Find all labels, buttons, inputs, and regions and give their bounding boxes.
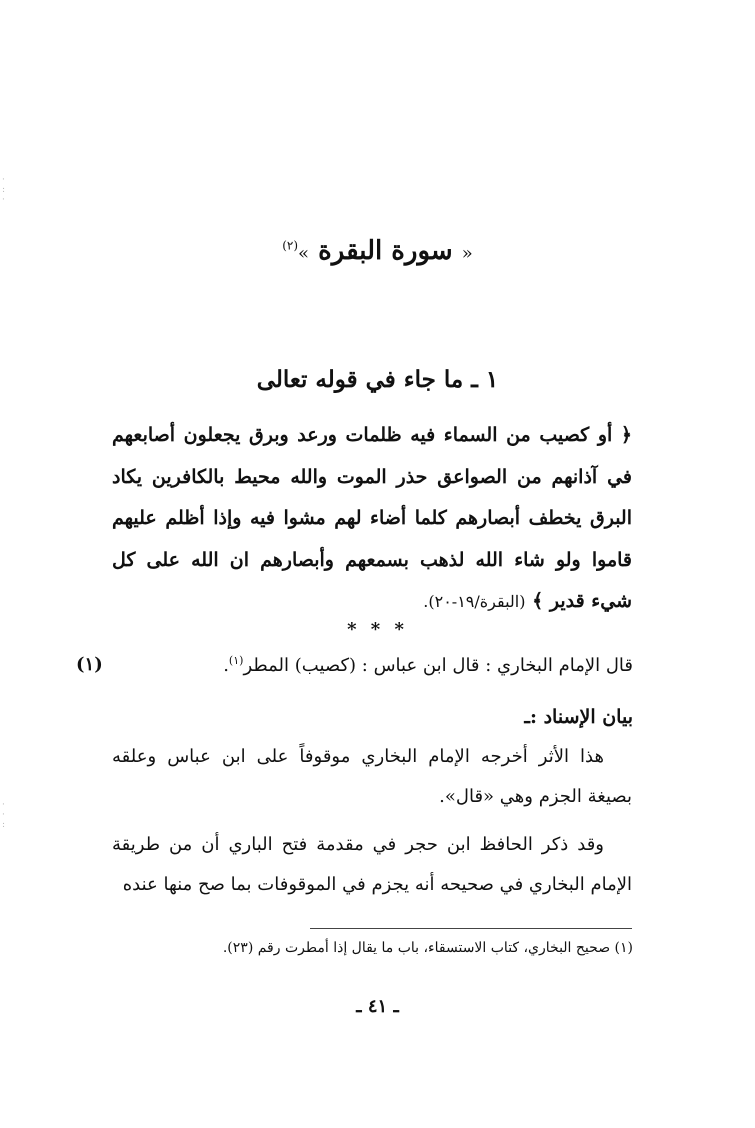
section-heading: ١ ـ ما جاء في قوله تعالى <box>256 366 499 393</box>
section-separator: * * * <box>347 619 408 640</box>
quran-verse <box>112 415 632 623</box>
verse-reference: (البقرة/١٩-٢٠). <box>423 592 526 611</box>
footnote: (١) صحيح البخاري، كتاب الاستسقاء، باب ما يقال إذا أمطرت رقم (٢٣). <box>222 940 633 956</box>
footnote-divider <box>310 928 632 929</box>
paragraph: هذا الأثر أخرجه الإمام البخاري موقوفاً على ابن عباس وعلقه بصيغة الجزم وهي «قال». <box>112 746 632 807</box>
hadith-body: قال الإمام البخاري : قال ابن عباس : (كصيب) المطر <box>243 655 633 676</box>
surah-title-close-quote: » <box>298 243 310 264</box>
scan-specks-decoration: · : · <box>2 175 6 205</box>
paragraph: وقد ذكر الحافظ ابن حجر في مقدمة فتح الباري أن من طريقة الإمام البخاري في صحيحه أنه يجزم في الموقوفات بما صح منها عنده <box>112 834 632 895</box>
verse-text: ﴿ أو كصيب من السماء فيه ظلمات ورعد وبرق يجعلون أصابعهم في آذانهم من الصواعق حذر الموت والله محيط بالكافرين يكاد البرق يخطف أبصارهم كلما أضاء لهم مشوا فيه وإذا أظلم عليهم قاموا ولو شاء الله لذهب بسمعهم وأبصارهم ان الله على كل شيء قدير ﴾ <box>112 424 632 612</box>
surah-title-open-quote: « <box>461 243 473 264</box>
page-number: ـ ٤١ ـ <box>356 996 399 1017</box>
surah-title-text: سورة البقرة <box>318 236 453 266</box>
isnad-heading: بيان الإسناد :ـ <box>524 706 633 728</box>
surah-title-footnote-marker: (٢) <box>282 238 299 253</box>
hadith-number: (١) <box>76 654 103 675</box>
hadith-footnote-marker: (١) <box>228 654 244 667</box>
hadith-text <box>213 654 633 676</box>
surah-title <box>0 236 755 266</box>
scan-specks-decoration: · · : <box>2 800 6 830</box>
hadith-end: . <box>223 655 229 676</box>
